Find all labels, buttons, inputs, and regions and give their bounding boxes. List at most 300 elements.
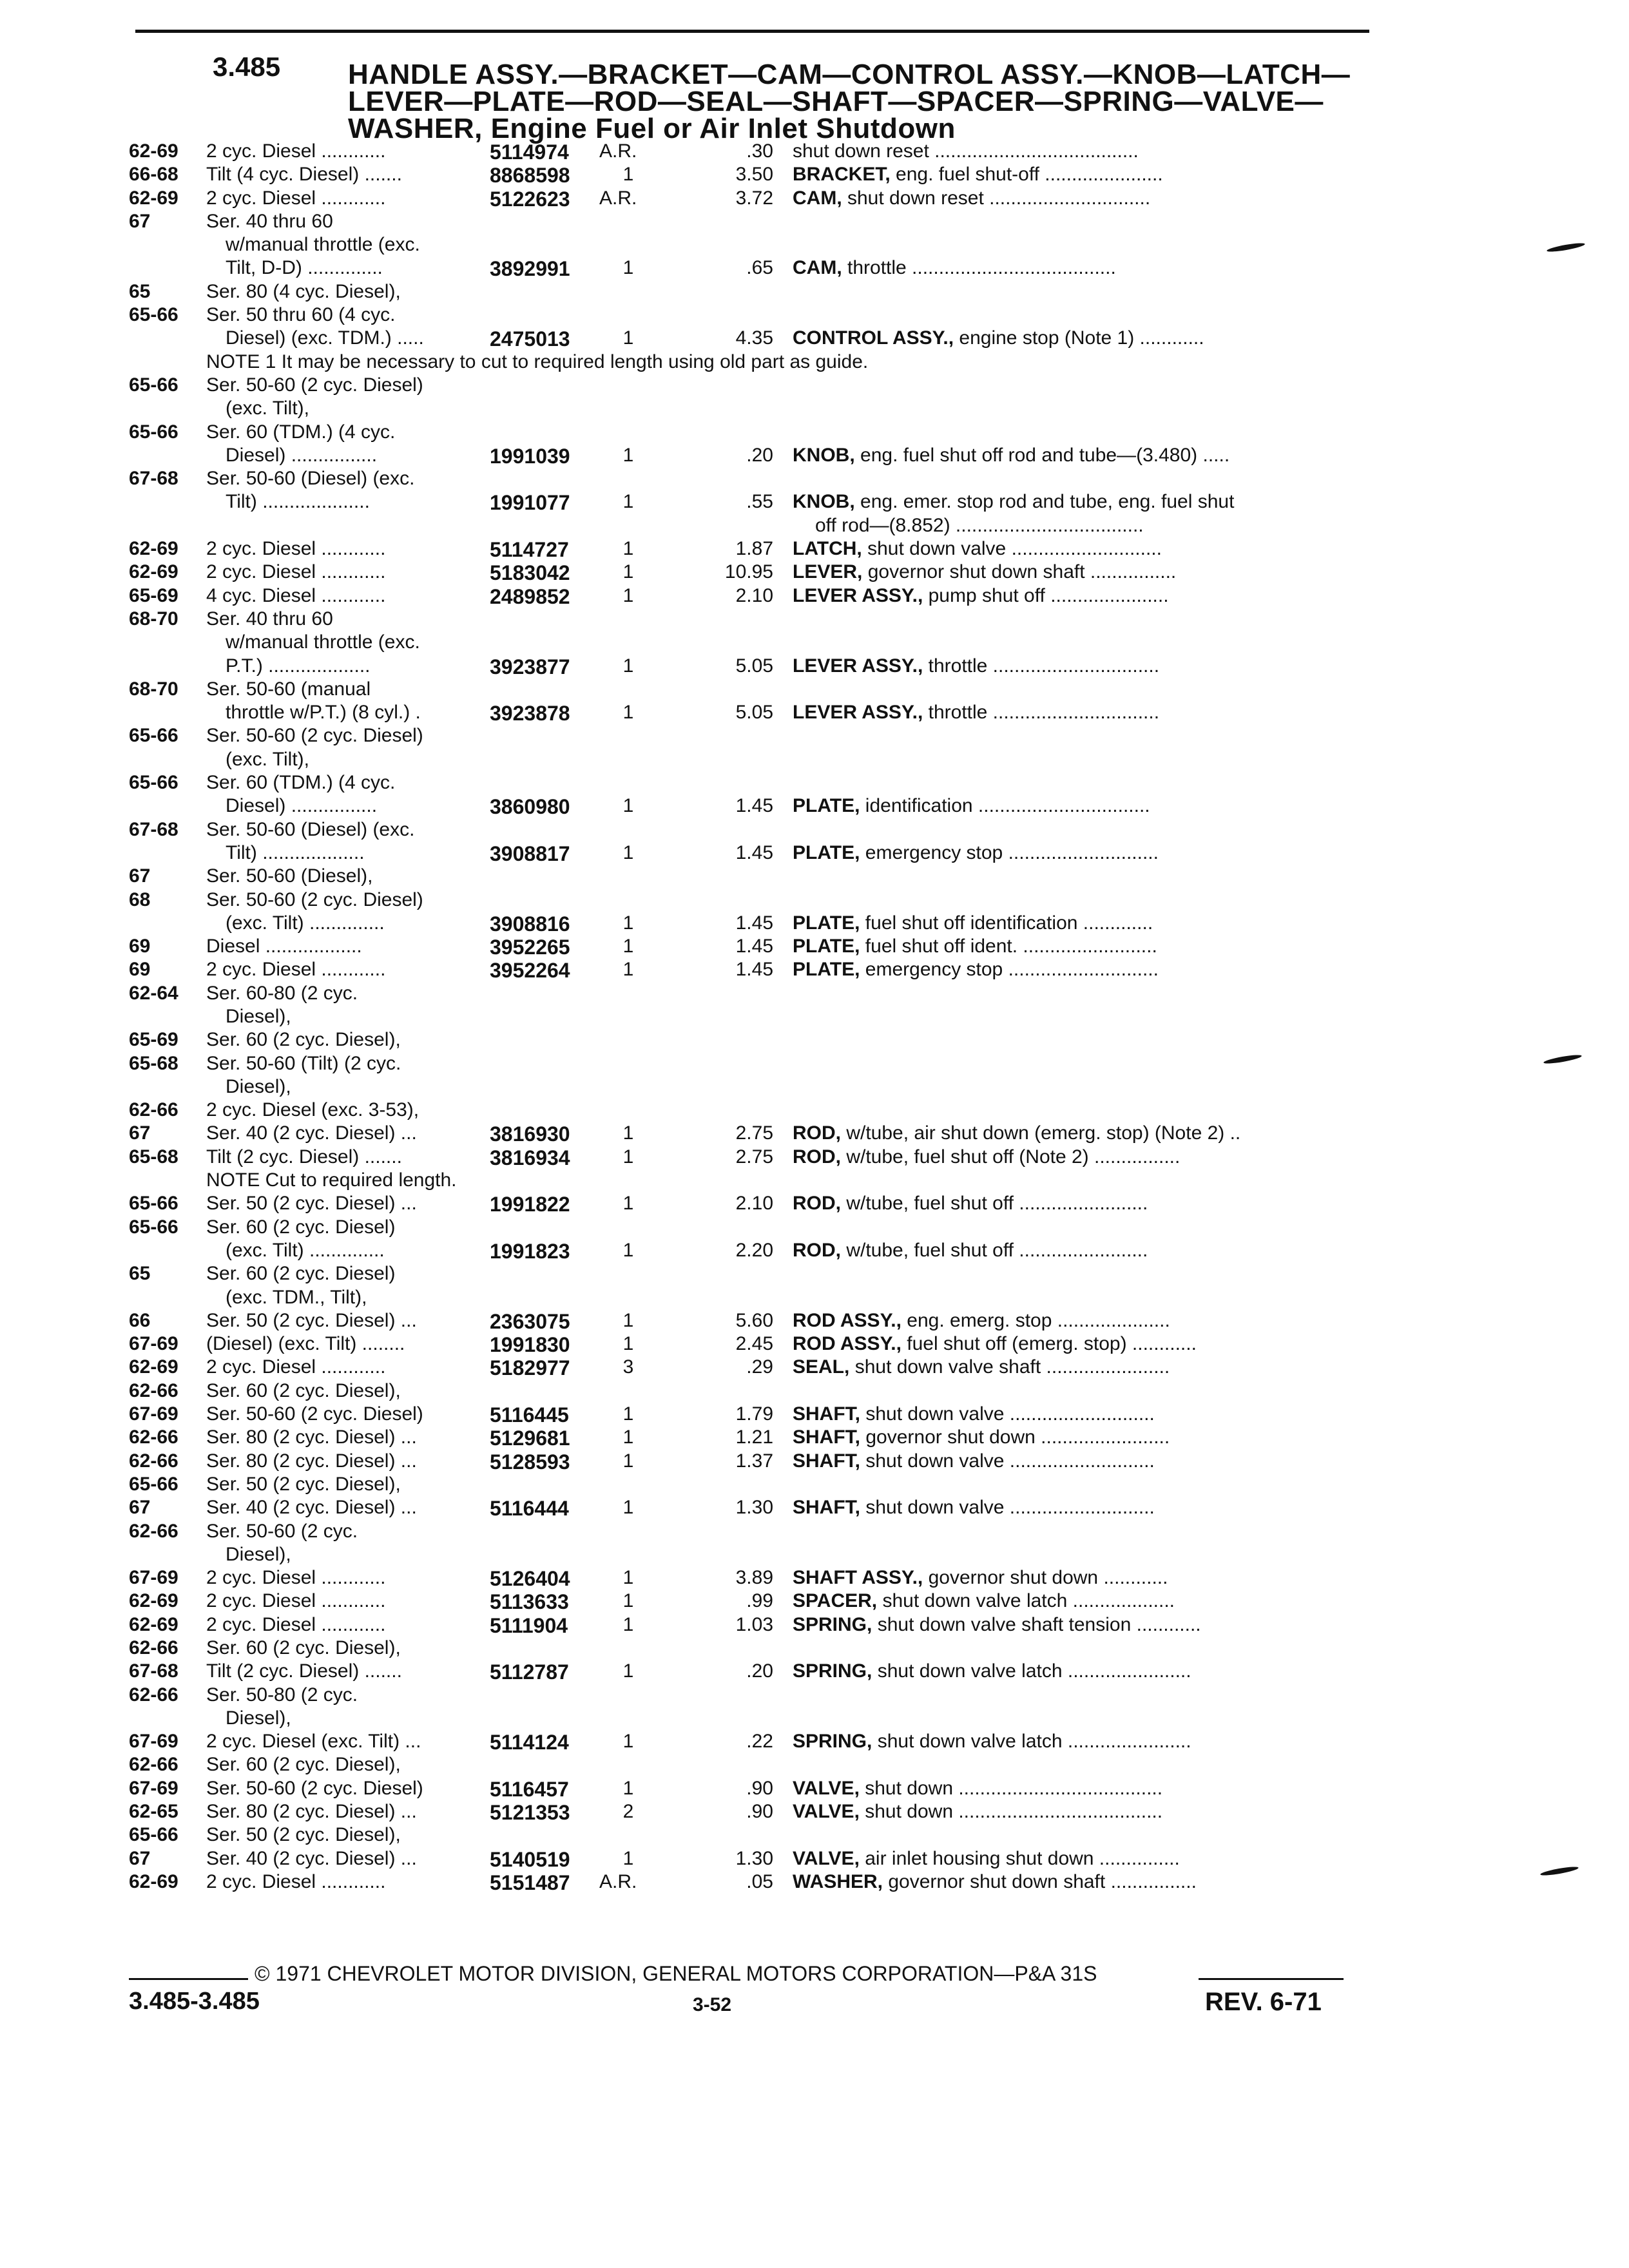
description-text: emergency stop ............................ [865,841,1159,863]
quantity: 1 [622,912,634,934]
description-text: w/tube, air shut down (emerg. stop) (Note 2) .. [846,1122,1241,1144]
application: Ser. 40 (2 cyc. Diesel) ... [206,1847,417,1869]
description-text: shut down reset .............................. [847,187,1151,209]
part-description [793,140,1139,162]
application: Tilt (4 cyc. Diesel) ....... [206,164,402,186]
model-year: 62-66 [129,1684,178,1706]
description-text: shut down valve latch ................... [882,1590,1175,1612]
part-number: 5114974 [490,140,569,164]
description-text: off rod—(8.852) ................................... [815,514,1144,536]
model-year: 67-69 [129,1403,178,1425]
part-name: KNOB, [793,444,855,466]
description-text: shut down valve ........................... [865,1403,1155,1425]
part-row [0,1099,1629,1122]
part-row [0,772,1629,795]
part-name: ROD ASSY., [793,1309,901,1331]
description-text: shut down valve latch ....................... [877,1731,1191,1753]
model-year: 67-69 [129,1333,178,1355]
model-year: 62-66 [129,1379,178,1401]
part-name: CAM, [793,257,842,279]
description-text: throttle ............................... [928,655,1160,677]
part-number: 1991039 [490,444,570,468]
model-year: 65-69 [129,584,178,606]
model-year: 67 [129,1497,151,1519]
part-row [0,234,1629,257]
part-row [0,468,1629,491]
note-text: NOTE Cut to required length. [206,1169,457,1191]
part-description [815,515,1144,537]
price: .20 [746,1660,773,1682]
application: Diesel), [226,1543,291,1565]
model-year: 67 [129,210,151,232]
model-year: 68-70 [129,608,178,629]
part-row [0,1871,1629,1894]
part-description [793,1590,1175,1612]
description-text: shut down valve ............................ [867,538,1162,560]
part-row [0,538,1629,561]
model-year: 67 [129,1847,151,1869]
application: Ser. 50 (2 cyc. Diesel), [206,1473,401,1495]
model-year: 65-66 [129,772,178,794]
application: Diesel) (exc. TDM.) ..... [226,327,424,349]
description-text: identification ................................ [865,795,1150,817]
application: Ser. 60-80 (2 cyc. [206,982,358,1004]
part-row [0,1216,1629,1240]
model-year: 66-68 [129,164,178,186]
application: Ser. 50-60 (Tilt) (2 cyc. [206,1052,401,1074]
part-name: LEVER ASSY., [793,655,923,677]
application: 2 cyc. Diesel (exc. 3-53), [206,1099,419,1121]
application: Tilt) ................... [226,841,365,863]
part-description [793,1871,1197,1893]
description-text: air inlet housing shut down ............... [865,1847,1180,1869]
application: Ser. 60 (2 cyc. Diesel) [206,1263,396,1285]
quantity: 1 [622,936,634,957]
price: 3.50 [735,164,773,186]
part-description [793,1660,1191,1682]
part-row [0,1660,1629,1684]
application: Ser. 60 (TDM.) (4 cyc. [206,421,396,443]
part-row [0,1169,1629,1193]
description-text: governor shut down ............ [928,1567,1168,1589]
description-text: w/tube, fuel shut off (Note 2) ................ [846,1146,1181,1168]
quantity: 3 [622,1356,634,1378]
price: 1.45 [735,936,773,957]
part-description [793,1310,1170,1332]
part-name: LEVER, [793,561,863,583]
part-description [793,1801,1162,1823]
part-row [0,491,1629,514]
model-year: 65-68 [129,1146,178,1168]
application: Ser. 40 thru 60 [206,608,333,629]
application: Ser. 50-60 (2 cyc. [206,1520,358,1542]
part-name: PLATE, [793,912,860,934]
application: Ser. 50-60 (manual [206,678,371,700]
description-text: governor shut down shaft ................ [888,1870,1197,1892]
quantity: 1 [622,1613,634,1635]
part-description [793,1240,1148,1262]
part-name: SPRING, [793,1660,872,1682]
part-name: PLATE, [793,936,860,957]
part-number: 2489852 [490,584,570,608]
part-description [793,1778,1162,1800]
part-row [0,304,1629,327]
price: 1.87 [735,538,773,560]
price: 2.20 [735,1239,773,1261]
model-year: 65-66 [129,374,178,396]
footer-rule-left [129,1978,248,1980]
price: 2.10 [735,1193,773,1215]
model-year: 62-69 [129,140,178,162]
part-row [0,912,1629,936]
application: Ser. 80 (4 cyc. Diesel), [206,280,401,302]
part-row [0,702,1629,725]
model-year: 62-69 [129,1356,178,1378]
part-description [793,1146,1180,1168]
quantity: 1 [622,327,634,349]
part-number: 8868598 [490,164,570,187]
part-row [0,281,1629,304]
application: (Diesel) (exc. Tilt) ........ [206,1333,405,1355]
application: Ser. 80 (2 cyc. Diesel) ... [206,1801,417,1823]
part-number: 3860980 [490,795,570,819]
model-year: 62-69 [129,187,178,209]
model-year: 62-65 [129,1801,178,1823]
part-name: ROD, [793,1146,841,1168]
quantity: 1 [622,959,634,981]
part-row [0,1778,1629,1801]
description-text: fuel shut off identification ............. [865,912,1153,934]
price: 1.30 [735,1497,773,1519]
application: 4 cyc. Diesel ............ [206,584,386,606]
part-row [0,865,1629,889]
part-name: VALVE, [793,1847,860,1869]
part-description [793,1193,1148,1215]
part-row [0,1801,1629,1824]
description-text: shut down valve ........................... [865,1497,1155,1519]
part-description [793,327,1204,349]
part-description [793,1427,1170,1448]
part-description [793,936,1157,957]
application: 2 cyc. Diesel ............ [206,1590,386,1612]
section-number: 3.485 [213,52,281,82]
price: .29 [746,1356,773,1378]
quantity: 1 [622,1193,634,1215]
quantity: 1 [622,1567,634,1589]
part-description [793,1614,1201,1636]
part-row [0,749,1629,772]
quantity-as-required: A.R. [599,187,637,209]
part-name: KNOB, [793,491,855,513]
part-row [0,889,1629,912]
part-name: SHAFT ASSY., [793,1567,923,1589]
description-text: pump shut off ...................... [928,584,1169,606]
application: 2 cyc. Diesel ............ [206,538,386,560]
part-number: 5116457 [490,1777,569,1801]
application: Ser. 50 (2 cyc. Diesel) ... [206,1309,417,1331]
part-row [0,842,1629,865]
model-year: 65-66 [129,1824,178,1846]
part-row [0,515,1629,538]
part-description [793,1333,1197,1355]
application: Ser. 40 thru 60 [206,210,333,232]
application: w/manual throttle (exc. [226,631,420,653]
part-row [0,631,1629,655]
application: throttle w/P.T.) (8 cyl.) . [226,702,421,724]
price: 3.72 [735,187,773,209]
price: .90 [746,1777,773,1799]
part-description [793,1731,1191,1753]
part-row [0,1497,1629,1520]
part-row [0,211,1629,234]
application: 2 cyc. Diesel ............ [206,561,386,583]
model-year: 65-66 [129,1216,178,1238]
model-year: 65-66 [129,1193,178,1215]
part-name: LATCH, [793,538,862,560]
description-text: governor shut down ........................ [865,1427,1170,1448]
price: .30 [746,140,773,162]
quantity: 1 [622,1239,634,1261]
quantity: 1 [622,164,634,186]
application: 2 cyc. Diesel ............ [206,187,386,209]
price: 5.05 [735,655,773,677]
application: (exc. Tilt) .............. [226,912,385,934]
price: .99 [746,1590,773,1612]
part-row [0,257,1629,280]
part-number: 3908816 [490,912,570,936]
application: 2 cyc. Diesel ............ [206,1567,386,1589]
application: Ser. 60 (2 cyc. Diesel), [206,1029,401,1051]
part-row [0,1380,1629,1403]
part-name: CONTROL ASSY., [793,327,954,349]
part-name: SHAFT, [793,1427,860,1448]
quantity: 1 [622,491,634,513]
quantity: 1 [622,1403,634,1425]
part-number: 5112787 [490,1660,569,1684]
description-text: emergency stop ............................ [865,959,1159,981]
model-year: 62-69 [129,538,178,560]
part-number: 5113633 [490,1590,569,1614]
part-number: 5121353 [490,1801,570,1825]
part-description [793,912,1153,934]
part-row [0,445,1629,468]
quantity: 1 [622,1333,634,1355]
part-description [793,1567,1168,1589]
quantity: 1 [622,1777,634,1799]
part-name: LEVER ASSY., [793,584,923,606]
part-number: 3816930 [490,1122,570,1146]
application: (exc. Tilt), [226,398,310,419]
part-row [0,1263,1629,1286]
application: Ser. 60 (2 cyc. Diesel), [206,1637,401,1658]
part-row [0,1310,1629,1333]
model-year: 62-66 [129,1637,178,1658]
part-row [0,1637,1629,1660]
quantity: 1 [622,1731,634,1753]
description-text: shut down valve shaft ....................... [854,1356,1170,1378]
application: Ser. 50-60 (2 cyc. Diesel) [206,889,423,910]
copyright-notice: © 1971 CHEVROLET MOTOR DIVISION, GENERAL MOTORS CORPORATION—P&A 31S [255,1962,1097,1985]
part-name: BRACKET, [793,164,891,186]
part-number: 1991077 [490,491,570,515]
part-description [793,585,1169,607]
part-name: SHAFT, [793,1450,860,1472]
part-row [0,1403,1629,1427]
part-row [0,421,1629,445]
part-number: 5111904 [490,1613,568,1637]
model-year: 62-69 [129,561,178,583]
part-row [0,1754,1629,1777]
part-row [0,1193,1629,1216]
application: 2 cyc. Diesel ............ [206,1870,386,1892]
model-year: 67 [129,1122,151,1144]
model-year: 65-66 [129,1473,178,1495]
part-number: 5122623 [490,187,570,211]
top-rule [135,30,1369,33]
model-year: 62-69 [129,1870,178,1892]
price: 2.10 [735,584,773,606]
model-year: 62-69 [129,1590,178,1612]
part-number: 3923877 [490,655,570,678]
part-row [0,1450,1629,1474]
application: Ser. 50-60 (2 cyc. Diesel) [206,725,423,747]
model-year: 62-66 [129,1754,178,1776]
part-name: SPRING, [793,1731,872,1753]
part-number: 5114727 [490,538,569,562]
part-row [0,1684,1629,1707]
part-row [0,351,1629,374]
application: Diesel), [226,1707,291,1729]
application: Tilt (2 cyc. Diesel) ....... [206,1660,402,1682]
part-name: VALVE, [793,1777,860,1799]
quantity: 1 [622,1309,634,1331]
application: 2 cyc. Diesel (exc. Tilt) ... [206,1731,421,1753]
part-description [793,561,1176,583]
price: .22 [746,1731,773,1753]
part-row [0,1474,1629,1497]
part-row [0,936,1629,959]
application: Ser. 50 (2 cyc. Diesel) ... [206,1193,417,1215]
part-number: 5116445 [490,1403,569,1427]
part-name: ROD, [793,1193,841,1215]
part-number: 3908817 [490,841,570,865]
page-number: 3-52 [693,1994,732,2015]
model-year: 67-69 [129,1567,178,1589]
quantity: 1 [622,795,634,817]
part-row [0,1356,1629,1379]
model-year: 65 [129,1263,151,1285]
section-range: 3.485-3.485 [129,1988,260,2015]
heading-line-3: WASHER, Engine Fuel or Air Inlet Shutdown [348,113,956,144]
application: (exc. Tilt) .............. [226,1239,385,1261]
model-year: 65-66 [129,725,178,747]
price: 2.75 [735,1146,773,1168]
description-text: governor shut down shaft ................ [867,561,1177,583]
application: Ser. 50-80 (2 cyc. [206,1684,358,1706]
quantity: 1 [622,655,634,677]
part-number: 5140519 [490,1847,570,1871]
revision-date: REV. 6-71 [1205,1988,1322,2016]
part-number: 5114124 [490,1731,569,1754]
price: 1.30 [735,1847,773,1869]
model-year: 62-66 [129,1427,178,1448]
part-row [0,959,1629,982]
application: P.T.) ................... [226,655,371,677]
description-text: shut down reset ...................................... [793,140,1139,162]
part-row [0,1122,1629,1146]
price: .20 [746,444,773,466]
part-row [0,608,1629,631]
model-year: 67-69 [129,1731,178,1753]
quantity: 1 [622,538,634,560]
part-description [793,959,1159,981]
application: 2 cyc. Diesel ............ [206,1613,386,1635]
part-row [0,1567,1629,1590]
description-text: eng. fuel shut-off ...................... [896,164,1163,186]
part-row [0,585,1629,608]
quantity: 1 [622,561,634,583]
part-row [0,374,1629,398]
application: Ser. 80 (2 cyc. Diesel) ... [206,1450,417,1472]
quantity: 1 [622,841,634,863]
footer-rule-right [1199,1978,1344,1980]
part-name: SEAL, [793,1356,850,1378]
part-row [0,561,1629,584]
price: 1.37 [735,1450,773,1472]
part-number: 3816934 [490,1146,570,1169]
application: Diesel .................. [206,936,362,957]
model-year: 62-66 [129,1520,178,1542]
part-row [0,678,1629,702]
part-row [0,164,1629,187]
part-row [0,187,1629,211]
model-year: 69 [129,959,151,981]
part-row [0,1146,1629,1169]
part-row [0,1076,1629,1099]
application: Diesel), [226,1005,291,1027]
application: Ser. 50-60 (2 cyc. Diesel) [206,374,423,396]
price: 3.89 [735,1567,773,1589]
description-text: fuel shut off ident. ......................... [865,936,1157,957]
part-description [793,1356,1170,1378]
description-text: engine stop (Note 1) ............ [959,327,1204,349]
price: .65 [746,257,773,279]
application: Tilt) .................... [226,491,370,513]
model-year: 65 [129,280,151,302]
part-row [0,1427,1629,1450]
part-description [793,187,1150,209]
application: Tilt (2 cyc. Diesel) ....... [206,1146,402,1168]
quantity: 1 [622,1122,634,1144]
price: 5.60 [735,1309,773,1331]
description-text: shut down valve ........................... [865,1450,1155,1472]
quantity: 1 [622,1660,634,1682]
quantity: 1 [622,1450,634,1472]
part-description [793,702,1159,724]
part-number: 3923878 [490,702,570,726]
part-row [0,983,1629,1006]
part-number: 3892991 [490,257,570,281]
description-text: eng. fuel shut off rod and tube—(3.480) ..... [860,444,1230,466]
model-year: 62-69 [129,1613,178,1635]
quantity: 1 [622,702,634,724]
part-description [793,842,1159,864]
price: 1.03 [735,1613,773,1635]
part-number: 1991830 [490,1333,570,1357]
application: 2 cyc. Diesel ............ [206,1356,386,1378]
part-description [793,795,1150,817]
quantity-as-required: A.R. [599,140,637,162]
